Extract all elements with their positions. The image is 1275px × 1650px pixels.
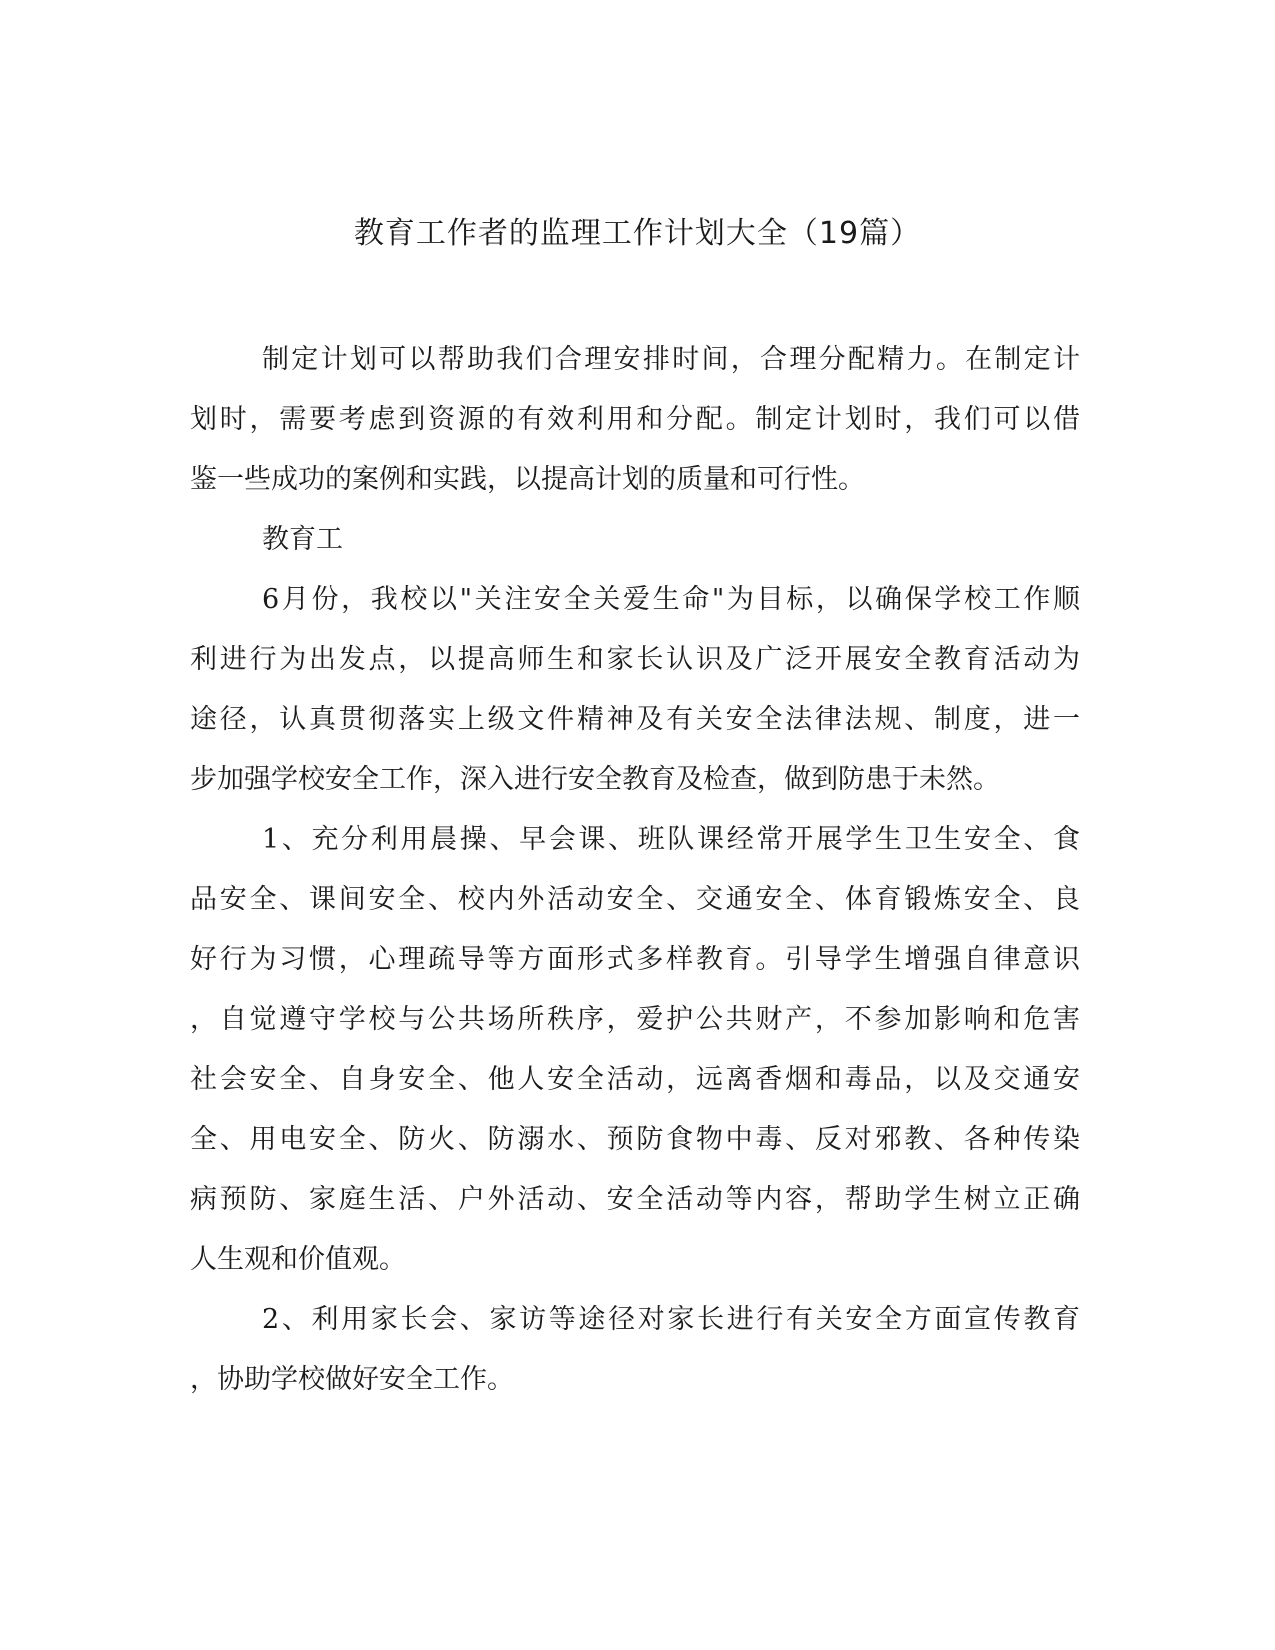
body-line: 途径，认真贯彻落实上级文件精神及有关安全法律法规、制度，进一	[190, 704, 1080, 735]
body-line: 鉴一些成功的案例和实践，以提高计划的质量和可行性。	[190, 464, 865, 495]
body-line: 好行为习惯，心理疏导等方面形式多样教育。引导学生增强自律意识	[190, 944, 1080, 975]
body-line: 病预防、家庭生活、户外活动、安全活动等内容，帮助学生树立正确	[190, 1184, 1080, 1215]
body-line: ，自觉遵守学校与公共场所秩序，爱护公共财产，不参加影响和危害	[190, 1004, 1080, 1035]
document-title: 教育工作者的监理工作计划大全（19篇）	[353, 216, 922, 251]
body-line: 6月份，我校以"关注安全关爱生命"为目标，以确保学校工作顺	[262, 584, 1080, 615]
body-line: 制定计划可以帮助我们合理安排时间，合理分配精力。在制定计	[262, 344, 1080, 375]
body-line: 利进行为出发点，以提高师生和家长认识及广泛开展安全教育活动为	[190, 644, 1080, 675]
body-line: 1、充分利用晨操、早会课、班队课经常开展学生卫生安全、食	[262, 824, 1080, 855]
body-line: 全、用电安全、防火、防溺水、预防食物中毒、反对邪教、各种传染	[190, 1124, 1080, 1155]
body-line: 品安全、课间安全、校内外活动安全、交通安全、体育锻炼安全、良	[190, 884, 1080, 915]
body-line: 2、利用家长会、家访等途径对家长进行有关安全方面宣传教育	[262, 1304, 1080, 1335]
body-line: 教育工	[262, 524, 343, 555]
body-line: ，协助学校做好安全工作。	[190, 1364, 514, 1395]
body-line: 步加强学校安全工作，深入进行安全教育及检查，做到防患于未然。	[190, 764, 1000, 795]
document-body	[190, 330, 1080, 1410]
body-line: 人生观和价值观。	[190, 1244, 406, 1275]
body-line: 划时，需要考虑到资源的有效利用和分配。制定计划时，我们可以借	[190, 404, 1080, 435]
body-line: 社会安全、自身安全、他人安全活动，远离香烟和毒品，以及交通安	[190, 1064, 1080, 1095]
